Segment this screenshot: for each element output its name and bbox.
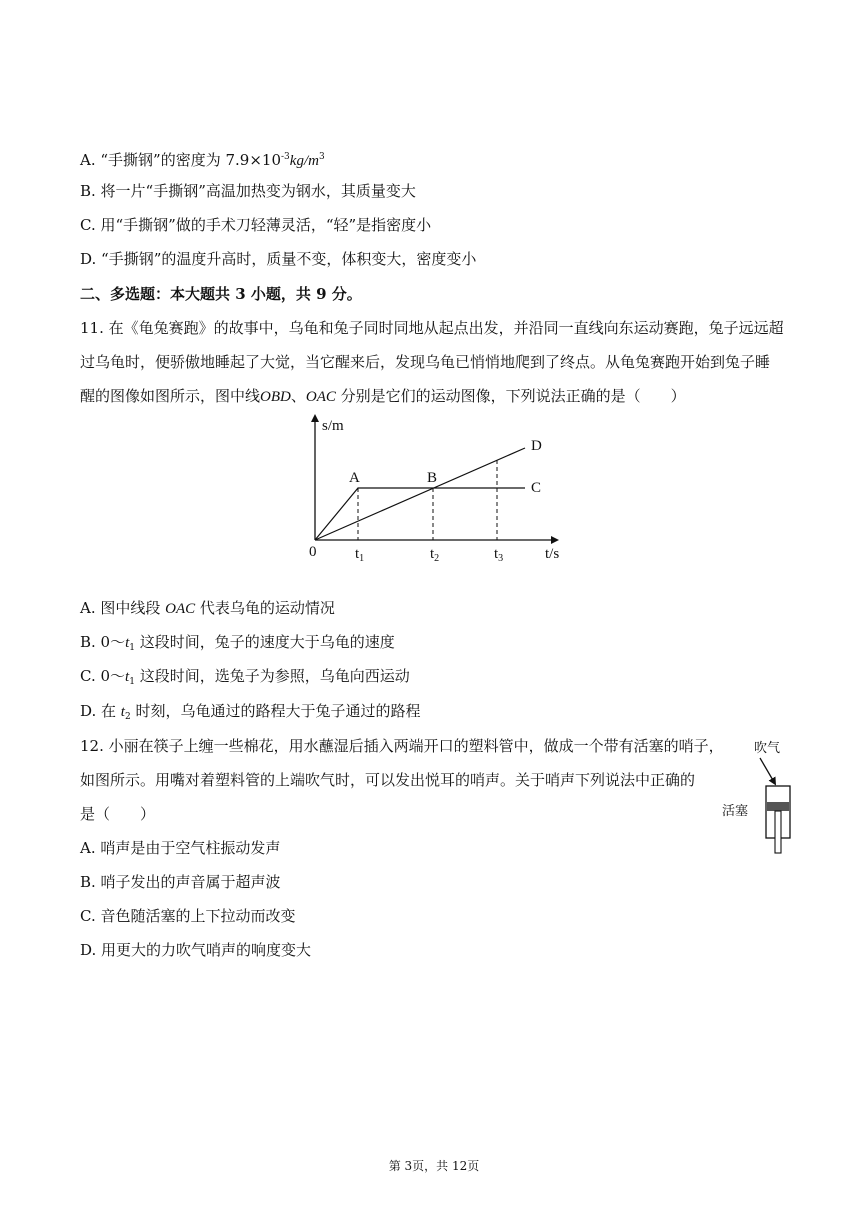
q11-option-a — [80, 598, 335, 619]
q11-stem-line2: 过乌龟时，便骄傲地睡起了大觉，当它醒来后，发现乌龟已悄悄地爬到了终点。从龟兔赛跑开始到兔子睡 — [80, 353, 771, 371]
q11-stem-line3-pre: 醒的图像如图所示，图中线 — [80, 387, 261, 405]
piston-rod — [775, 811, 781, 853]
q11-option-a-post: 代表乌龟的运动情况 — [195, 599, 335, 617]
q11-option-d — [80, 701, 420, 727]
q11-line-obd: OBD — [260, 389, 291, 405]
q12-stem-line1: 12. 小丽在筷子上缠一些棉花，用水蘸湿后插入两端开口的塑料管中，做成一个带有活塞的哨子， — [80, 737, 724, 755]
tick-t3: $t_3$ — [494, 546, 504, 564]
q12-stem-line2: 如图所示。用嘴对着塑料管的上端吹气时，可以发出悦耳的哨声。关于哨声下列说法中正确的 — [80, 771, 696, 789]
q10-option-b: B. 将一片“手撕钢”高温加热变为钢水，其质量变大 — [80, 182, 416, 200]
q11-line-oac: OAC — [305, 389, 336, 405]
q11-option-c-sub: 1 — [129, 677, 135, 687]
origin-label: 0 — [309, 544, 317, 560]
q12-option-c: C. 音色随活塞的上下拉动而改变 — [80, 907, 296, 925]
blow-label: 吹气 — [754, 741, 781, 756]
q10-option-a-text: A. “手撕钢”的密度为 7.9×10 — [80, 151, 281, 169]
y-axis-label: s/m — [322, 418, 344, 434]
point-a-label: A — [349, 470, 360, 486]
q11-option-d-t: t — [120, 704, 125, 720]
q12-stem-line3: 是（ ） — [80, 805, 156, 823]
q11-option-d-pre: D. 在 — [80, 702, 121, 720]
q11-distance-time-graph — [298, 410, 568, 570]
q11-stem-line3-post: 分别是它们的运动图像，下列说法正确的是（ ） — [335, 387, 686, 405]
q11-option-c-pre: C. 0～ — [80, 667, 126, 685]
q11-option-c-t: t — [125, 669, 130, 685]
tick-t1: $t_1$ — [355, 546, 365, 564]
q11-option-b-pre: B. 0～ — [80, 633, 126, 651]
q11-option-c-post: 这段时间，选兔子为参照，乌龟向西运动 — [134, 667, 410, 685]
page-footer: 第 3页，共 12页 — [388, 1159, 480, 1173]
q11-option-b-t: t — [125, 635, 130, 651]
q11-option-a-oac: OAC — [165, 601, 196, 617]
q11-option-b — [80, 632, 395, 658]
q10-option-d: D. “手撕钢”的温度升高时，质量不变，体积变大，密度变小 — [80, 250, 477, 268]
q10-option-a-exponent: -3 — [281, 152, 290, 162]
piston-label: 活塞 — [722, 804, 749, 819]
q12-whistle-figure — [720, 732, 810, 860]
point-b-label: B — [427, 470, 438, 486]
q10-option-a-unit: kg/m — [289, 153, 319, 169]
q11-option-b-post: 这段时间，兔子的速度大于乌龟的速度 — [135, 633, 395, 651]
point-c-label: C — [531, 480, 542, 496]
q11-option-b-sub: 1 — [129, 643, 136, 653]
blow-arrow — [760, 758, 774, 782]
q11-stem-line1: 11. 在《龟兔赛跑》的故事中，乌龟和兔子同时同地从起点出发，并沿同一直线向东运动赛跑，兔子远远超 — [80, 319, 784, 337]
line-oac — [315, 488, 525, 540]
point-d-label: D — [531, 438, 542, 454]
q11-option-a-pre: A. 图中线段 — [80, 599, 166, 617]
piston — [767, 802, 789, 811]
q12-option-d: D. 用更大的力吹气哨声的响度变大 — [80, 941, 312, 959]
line-obd — [315, 448, 525, 540]
q11-option-c — [80, 666, 410, 692]
tick-t2: $t_2$ — [430, 546, 440, 564]
q10-option-c: C. 用“手撕钢”做的手术刀轻薄灵活，“轻”是指密度小 — [80, 216, 432, 234]
q11-option-d-post: 时刻，乌龟通过的路程大于兔子通过的路程 — [130, 702, 421, 720]
q12-option-b: B. 哨子发出的声音属于超声波 — [80, 873, 281, 891]
q11-stem-line3 — [80, 386, 686, 407]
q11-option-d-sub: 2 — [124, 712, 131, 722]
q12-option-a: A. 哨声是由于空气柱振动发声 — [80, 839, 281, 857]
section-heading-multi-choice: 二、多选题：本大题共 3 小题，共 9 分。 — [80, 285, 362, 303]
q10-option-a-unit-exponent: 3 — [318, 152, 325, 162]
x-axis-label: t/s — [545, 546, 560, 562]
q11-stem-sep: 、 — [290, 387, 306, 405]
q10-option-a — [80, 147, 325, 171]
